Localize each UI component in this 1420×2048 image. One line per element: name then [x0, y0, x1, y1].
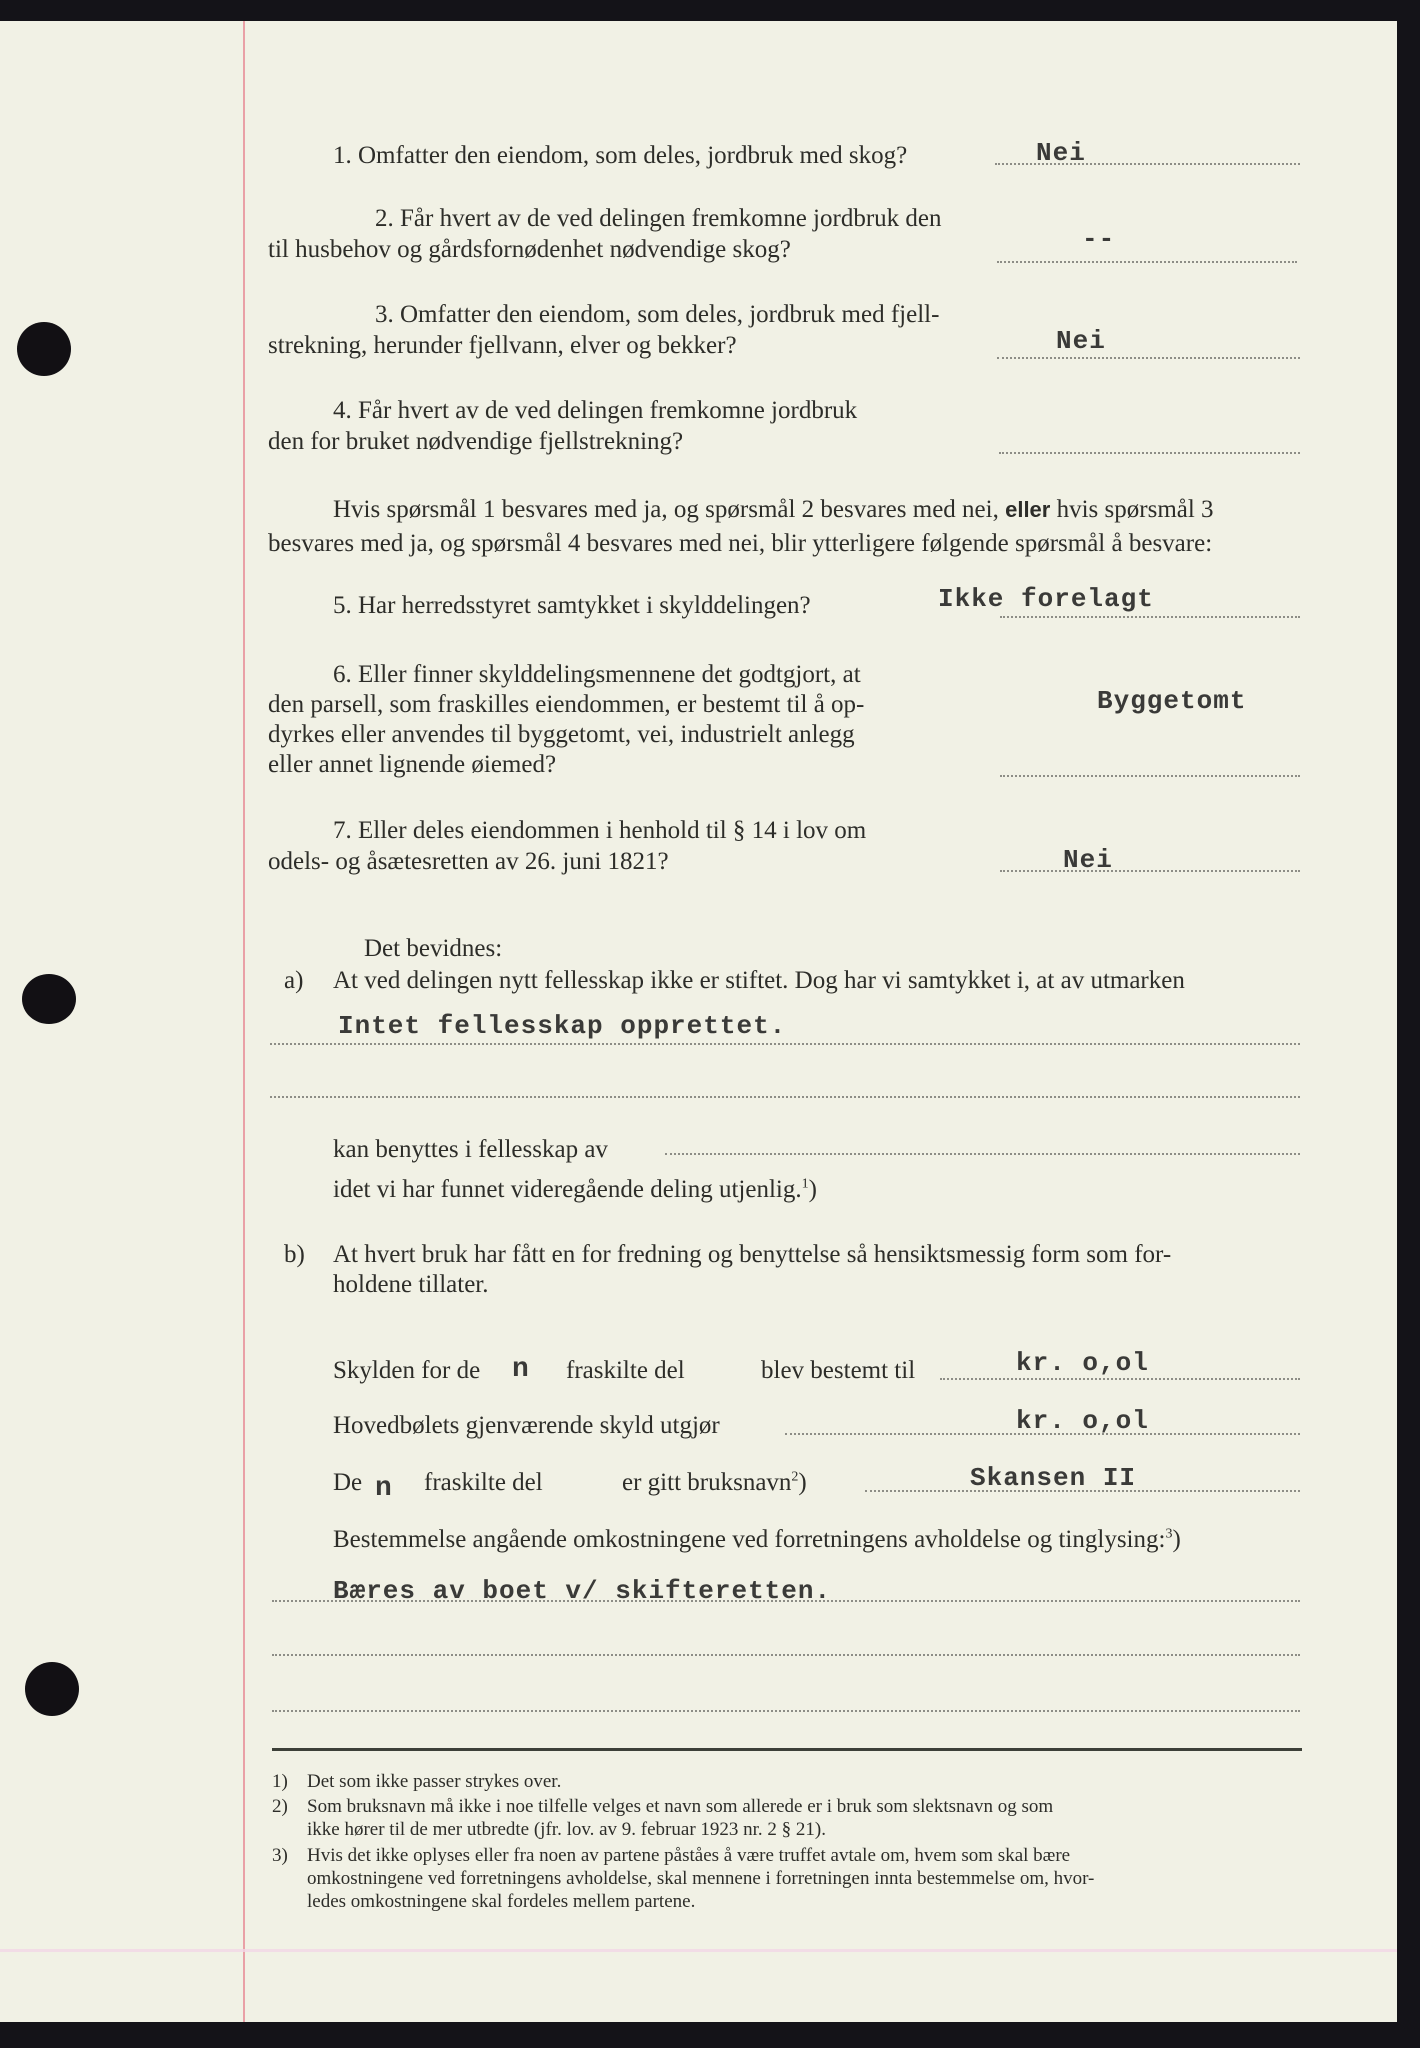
answer-line: [997, 261, 1297, 263]
cost-value[interactable]: Bæres av boet v/ skifteretten.: [333, 1576, 832, 1606]
footnote-3-line-2: omkostningene ved forretningens avholdelse, skal mennene i forretningen innta bestemmelse om, hvor-: [307, 1868, 1095, 1889]
punch-hole-icon: [22, 974, 76, 1024]
question-3-line-2: strekning, herunder fjellvann, elver og bekker?: [268, 332, 737, 359]
instruction-line-1: [333, 497, 1214, 522]
bruksnavn-label: er gitt bruksnavn: [622, 1469, 792, 1496]
reason-label: idet vi har funnet videregående deling utjenlig.: [333, 1176, 802, 1203]
common-use-label: kan benyttes i fellesskap av: [333, 1136, 608, 1163]
question-6-line-3: dyrkes eller anvendes til byggetomt, vei, industrielt anlegg: [268, 721, 855, 748]
question-5-text: 5. Har herredsstyret samtykket i skylddelingen?: [333, 592, 811, 619]
question-7-line-2: odels- og åsætesretten av 26. juni 1821?: [268, 848, 669, 875]
instruction-line-2: besvares med ja, og spørsmål 4 besvares med nei, blir ytterligere følgende spørsmål å besvare:: [268, 530, 1213, 557]
main-farm-label: Hovedbølets gjenværende skyld utgjør: [333, 1412, 720, 1439]
answer-line: [1000, 870, 1300, 872]
question-6-line-2: den parsell, som fraskilles eiendommen, er bestemt til å op-: [268, 691, 865, 718]
punch-hole-icon: [17, 322, 71, 376]
instruction-text: Hvis spørsmål 1 besvares med ja, og spørsmål 2 besvares med nei,: [333, 496, 999, 523]
answer-line: [785, 1433, 1300, 1435]
answer-line: [999, 452, 1300, 454]
answer-line: [995, 163, 1300, 165]
question-7-answer[interactable]: Nei: [1063, 845, 1113, 875]
question-2-answer[interactable]: --: [1082, 224, 1116, 254]
question-6-answer[interactable]: Byggetomt: [1097, 686, 1247, 716]
item-b-line-1: At hvert bruk har fått en for fredning og benyttelse så hensiktsmessig form som for-: [333, 1241, 1172, 1268]
answer-line: [665, 1153, 1300, 1155]
footnote-1-mark: 1): [272, 1771, 288, 1792]
name-label-3: er gitt bruksnavn$^2$): [622, 1469, 807, 1496]
question-7-line-1: 7. Eller deles eiendommen i henhold til § 14 i lov om: [333, 817, 867, 844]
punch-hole-icon: [25, 1662, 79, 1716]
item-b-label: b): [284, 1241, 305, 1268]
answer-line: [940, 1378, 1300, 1380]
answer-line: [270, 1043, 1300, 1045]
reason-text: idet vi har funnet videregående deling utjenlig.$^1$): [333, 1176, 817, 1203]
footnote-2-mark: 2): [272, 1796, 288, 1817]
skyld-typed-n[interactable]: n: [512, 1354, 530, 1385]
question-1-text: 1. Omfatter den eiendom, som deles, jordbruk med skog?: [333, 142, 908, 169]
footnote-3-line-3: ledes omkostningene skal fordeles mellem partene.: [307, 1891, 696, 1912]
skyld-label-2: fraskilte del: [566, 1357, 685, 1384]
red-margin-line: [243, 21, 245, 2022]
footnote-ref: 2: [791, 1469, 799, 1485]
answer-line: [1000, 616, 1300, 618]
answer-line: [272, 1654, 1300, 1656]
answer-line: [1000, 775, 1300, 777]
question-3-answer[interactable]: Nei: [1056, 326, 1106, 356]
cost-label-text: Bestemmelse angående omkostningene ved forretningens avholdelse og tinglysing:: [333, 1526, 1166, 1553]
item-b-line-2: holdene tillater.: [333, 1271, 489, 1298]
name-label-1: De: [333, 1469, 363, 1496]
footnote-divider: [272, 1748, 1302, 1751]
question-2-line-2: til husbehov og gårdsfornødenhet nødvendige skog?: [268, 236, 791, 263]
footnote-2-line-2: ikke hører til de mer utbredte (jfr. lov. av 9. februar 1923 nr. 2 § 21).: [307, 1819, 827, 1840]
question-4-line-1: 4. Får hvert av de ved delingen fremkomne jordbruk: [333, 397, 858, 424]
item-a-label: a): [284, 967, 304, 994]
question-2-line-1: 2. Får hvert av de ved delingen fremkomne jordbruk den: [375, 205, 942, 232]
item-a-typed-answer[interactable]: Intet fellesskap opprettet.: [338, 1011, 787, 1041]
question-4-line-2: den for bruket nødvendige fjellstrekning?: [268, 428, 684, 455]
faint-pink-rule: [0, 1949, 1397, 1952]
question-5-answer[interactable]: Ikke forelagt: [938, 584, 1154, 614]
question-3-line-1: 3. Omfatter den eiendom, som deles, jordbruk med fjell-: [375, 301, 940, 328]
skyld-label-1: Skylden for de: [333, 1357, 481, 1384]
main-farm-value[interactable]: kr. o,ol: [1016, 1406, 1149, 1436]
certification-heading: Det bevidnes:: [364, 935, 503, 962]
question-6-line-4: eller annet lignende øiemed?: [268, 751, 557, 778]
answer-line: [270, 1096, 1300, 1098]
footnote-3-line-1: Hvis det ikke oplyses eller fra noen av partene påståes å være truffet avtale om, hvem som skal bære: [307, 1845, 1071, 1866]
footnote-1-line-1: Det som ikke passer strykes over.: [307, 1771, 562, 1792]
farm-name-value[interactable]: Skansen II: [970, 1463, 1137, 1493]
answer-line: [272, 1600, 1300, 1602]
name-typed-n[interactable]: n: [375, 1473, 393, 1504]
skyld-label-3: blev bestemt til: [761, 1357, 916, 1384]
name-label-2: fraskilte del: [424, 1469, 543, 1496]
question-6-line-1: 6. Eller finner skylddelingsmennene det godtgjort, at: [333, 661, 861, 688]
footnote-2-line-1: Som bruksnavn må ikke i noe tilfelle velges et navn som allerede er i bruk som slektsnavn og som: [307, 1796, 1054, 1817]
question-1-answer[interactable]: Nei: [1036, 138, 1086, 168]
answer-line: [865, 1490, 1300, 1492]
footnote-ref: 1: [801, 1176, 809, 1192]
instruction-bold-eller: eller: [1005, 497, 1051, 522]
answer-line: [272, 1710, 1300, 1712]
footnote-ref: 3: [1165, 1526, 1173, 1542]
footnote-3-mark: 3): [272, 1845, 288, 1866]
cost-label: Bestemmelse angående omkostningene ved forretningens avholdelse og tinglysing:$^3$): [333, 1526, 1181, 1553]
skyld-value[interactable]: kr. o,ol: [1016, 1348, 1149, 1378]
instruction-text: hvis spørsmål 3: [1056, 496, 1214, 523]
answer-line: [997, 357, 1300, 359]
item-a-text: At ved delingen nytt fellesskap ikke er stiftet. Dog har vi samtykket i, at av utmarken: [333, 967, 1185, 994]
